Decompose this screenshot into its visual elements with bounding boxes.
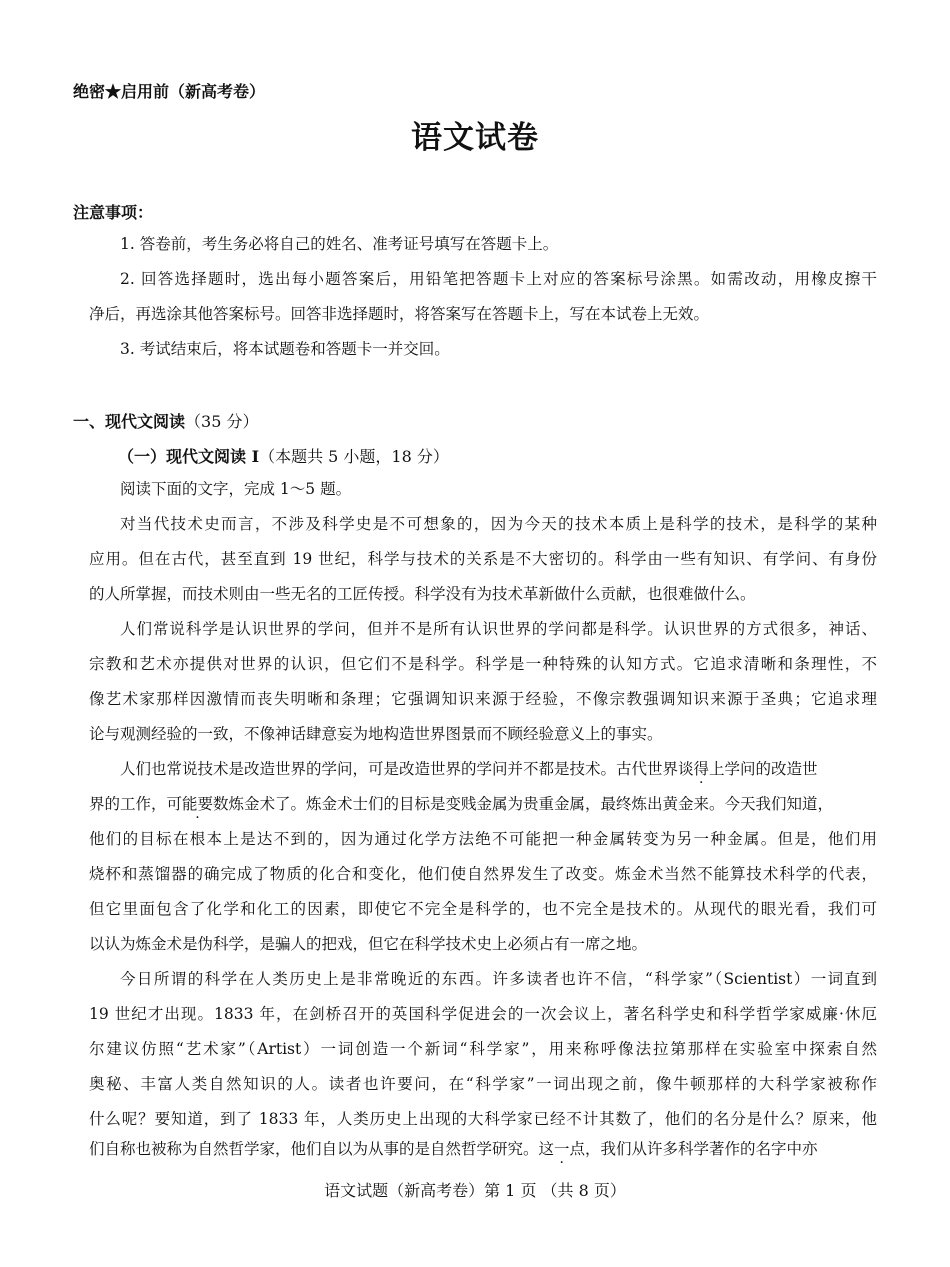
passage-line [89,1139,877,1159]
passage-text: 界的工作， [89,795,167,813]
passage-line: 但它里面包含了化学和化工的因素，即使它不完全是科学的，也不完全是技术的。从现代的眼光看，我们可 [89,900,877,918]
passage-line: 应用。但在古代，甚至直到 19 世纪，科学与技术的关系是不大密切的。科学由一些有知识、有学问、有身份 [89,550,877,568]
passage-line: 今日所谓的科学在人类历史上是非常晚近的东西。许多读者也许不信，“科学家”（Scientist）一词直到 [120,970,877,988]
page-title: 语文试卷 [411,120,539,156]
passage-line: 对当代技术史而言，不涉及科学史是不可想象的，因为今天的技术本质上是科学的技术，是科学的某种 [120,515,877,533]
passage-line: 19 世纪才出现。1833 年，在剑桥召开的英国科学促进会的一次会议上，著名科学史和科学哲学家威廉·休厄 [89,1005,877,1023]
passage-line: 人们常说科学是认识世界的学问，但并不是所有认识世界的学问都是科学。认识世界的方式很多，神话、 [120,620,877,638]
passage-line: 像艺术家那样因激情而丧失明晰和条理；它强调知识来源于经验，不像宗教强调知识来源于圣典；它追求理 [89,690,877,708]
passage-text: 学问的改造世 [724,760,818,778]
passage-line [89,794,877,814]
notice-heading: 注意事项： [73,203,154,222]
passage-line: 奥秘、丰富人类自然知识的人。读者也许要问，在“科学家”一词出现之前，像牛顿那样的大科学家被称作 [89,1075,877,1093]
passage-line: 论与观测经验的一致，不像神话肆意妄为地构造世界图景而不顾经验意义上的事实。 [89,725,663,743]
passage-line: 宗教和艺术亦提供对世界的认识，但它们不是科学。科学是一种特殊的认知方式。它追求清晰和条理性，不 [89,655,877,673]
notice-item: 净后，再选涂其他答案标号。回答非选择题时，将答案写在答题卡上，写在本试卷上无效。 [89,305,710,323]
passage-line: 尔建议仿照“艺术家”（Artist）一词创造一个新词“科学家”，用来称呼像法拉第那样在实验室中探索自然 [89,1040,877,1058]
confidential-label: 绝密★启用前（新高考卷） [73,82,266,101]
passage-text: 人们也常说技术是改造世界的学问，可是改造世界的学问并不都是技术。古代世界 [120,760,679,778]
passage-line: 以认为炼金术是伪科学，是骗人的把戏，但它在科学技术史上必须占有一席之地。 [89,935,648,953]
page-footer: 语文试题（新高考卷）第 1 页 （共 8 页） [324,1181,626,1200]
passage-line: 他们的目标在根本上是达不到的，因为通过化学方法绝不可能把一种金属转变为另一种金属。但是，他们用 [89,830,877,848]
passage-text: ，我们从许多科学著作的名字中亦 [585,1140,818,1158]
passage-line: 什么呢？要知道，到了 1833 年，人类历史上出现的大科学家已经不计其数了，他们的名分是什么？原来，他 [89,1110,877,1128]
passage-line [120,759,877,779]
notice-item: 2. 回答选择题时，选出每小题答案后，用铅笔把答题卡上对应的答案标号涂黑。如需改动，用橡皮擦干 [120,270,877,288]
sub-section-title: （一）现代文阅读 I [118,447,260,466]
passage-line: 烧杯和蒸馏器的确完成了物质的化合和变化，他们使自然界发生了改变。炼金术当然不能算技术科学的代表， [89,865,877,883]
section-heading-score: （35 分） [185,412,259,431]
passage-text: 炼金术了。炼金术士们的目标是变贱金属为贵重金属，最终炼出黄金来。今天我们知道， [228,795,834,813]
notice-item: 1. 答卷前，考生务必将自己的姓名、准考证号填写在答题卡上。 [120,235,559,253]
passage-text: 们自称也被称为自然哲学家，他们自以为从事的是自然哲学研究。 [89,1140,539,1158]
emphasized-text: 这一点 [538,1140,586,1158]
emphasized-text: 可能要数 [166,795,229,813]
sub-section-note: （本题共 5 小题，18 分） [259,447,449,466]
emphasized-text: 谈得上 [678,760,725,778]
section-heading-title: 一、现代文阅读 [73,412,186,431]
passage-line: 的人所掌握，而技术则由一些无名的工匠传授。科学没有为技术革新做什么贡献，也很难做什么。 [89,585,756,603]
notice-item: 3. 考试结束后，将本试题卷和答题卡一并交回。 [120,340,450,358]
sub-section-heading [118,444,449,467]
reading-instruction: 阅读下面的文字，完成 1～5 题。 [120,480,352,498]
section-heading [73,409,258,432]
